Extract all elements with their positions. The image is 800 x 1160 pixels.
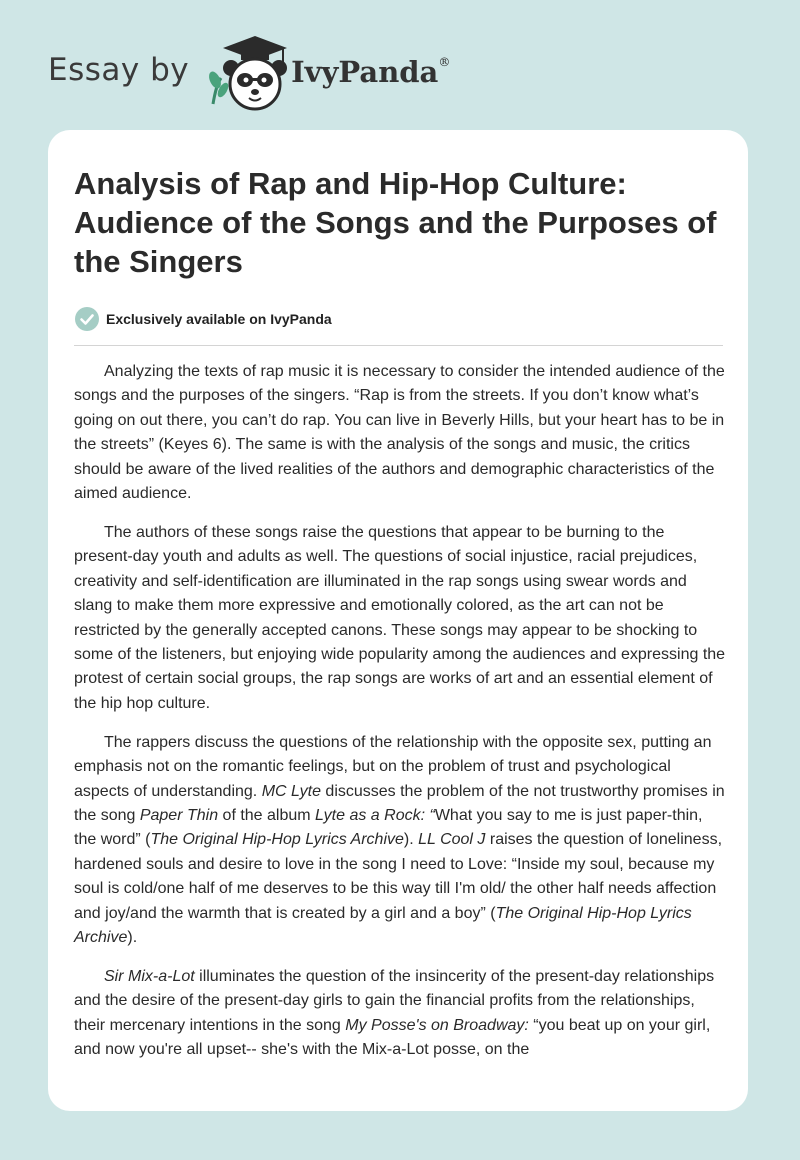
essay-card [48,130,748,1111]
divider [74,345,723,346]
check-circle-icon [74,306,100,332]
song-title: Paper Thin [139,806,219,824]
source-citation: The Original Hip-Hop Lyrics Archive [150,831,404,849]
logo-wordmark: IvyPanda® [291,55,451,89]
paragraph-3: The rappers discuss the questions of the relationship with the opposite sex, putting an emphasis not on the romantic feelings, but on the problem of trust and psychological aspects of understanding. MC Lyte discusses the problem of the not trustworthy promises in the song Paper Thin of the album Lyte as a Rock: “What you say to me is just paper-thin, the word” (The Original Hip-Hop Lyrics Archive). LL Cool J raises the question of loneliness, hardened souls and desire to love in the song I need to Love: “Inside my soul, because my soul is cold/one half of me deserves to be this way till I'm old/ the other half needs affection and joy/and the warmth that is created by a girl and a boy” (The Original Hip-Hop Lyrics Archive). [74,733,725,946]
panda-logo-icon [203,32,287,112]
registered-mark: ® [438,55,451,69]
page-title: Analysis of Rap and Hip-Hop Culture: Audience of the Songs and the Purposes of the Singers [74,166,717,279]
artist-name: MC Lyte [261,782,321,800]
artist-name: LL Cool J [418,831,486,849]
essay-by-label: Essay by [48,52,190,88]
site-brand[interactable] [48,32,450,112]
paragraph-1: Analyzing the texts of rap music it is necessary to consider the intended audience of the songs and the purposes of the singers. “Rap is from the streets. If you don’t know what’s going on out there, you can’t do rap. You can live in Beverly Hills, but your heart has to be in the streets” (Keyes 6). The same is with the analysis of the songs and music, the critics should be aware of the lived realities of the authors and demographic characteristics of the aimed audience. [74,363,725,503]
album-title: Lyte as a Rock: “ [315,806,435,824]
badge-label: Exclusively available on IvyPanda [106,311,332,327]
essay-body [74,360,726,1077]
song-title: My Posse's on Broadway: [345,1016,529,1034]
artist-name: Sir Mix-a-Lot [104,967,195,985]
source-citation: The Original Hip-Hop Lyrics Archive [74,904,692,946]
paragraph-2: The authors of these songs raise the questions that appear to be burning to the present-day youth and adults as well. The questions of social injustice, racial prejudices, creativity and self-identification are illuminated in the rap songs using swear words and slang to make them more expressive and emotionally colored, as the art can not be restricted by the generally accepted canons. These songs may appear to be shocking to some of the listeners, but enjoying wide popularity among the audiences and expressing the protest of certain social groups, the rap songs are works of art and an essential element of the hip hop culture. [74,523,726,712]
exclusive-badge [74,306,332,332]
paragraph-4: Sir Mix-a-Lot illuminates the question of the insincerity of the present-day relationships and the desire of the present-day girls to gain the financial profits from the relationships, their mercenary intentions in the song My Posse's on Broadway: “you beat up on your girl, and now you're all upset-- she's with the Mix-a-Lot posse, on the [74,967,715,1059]
